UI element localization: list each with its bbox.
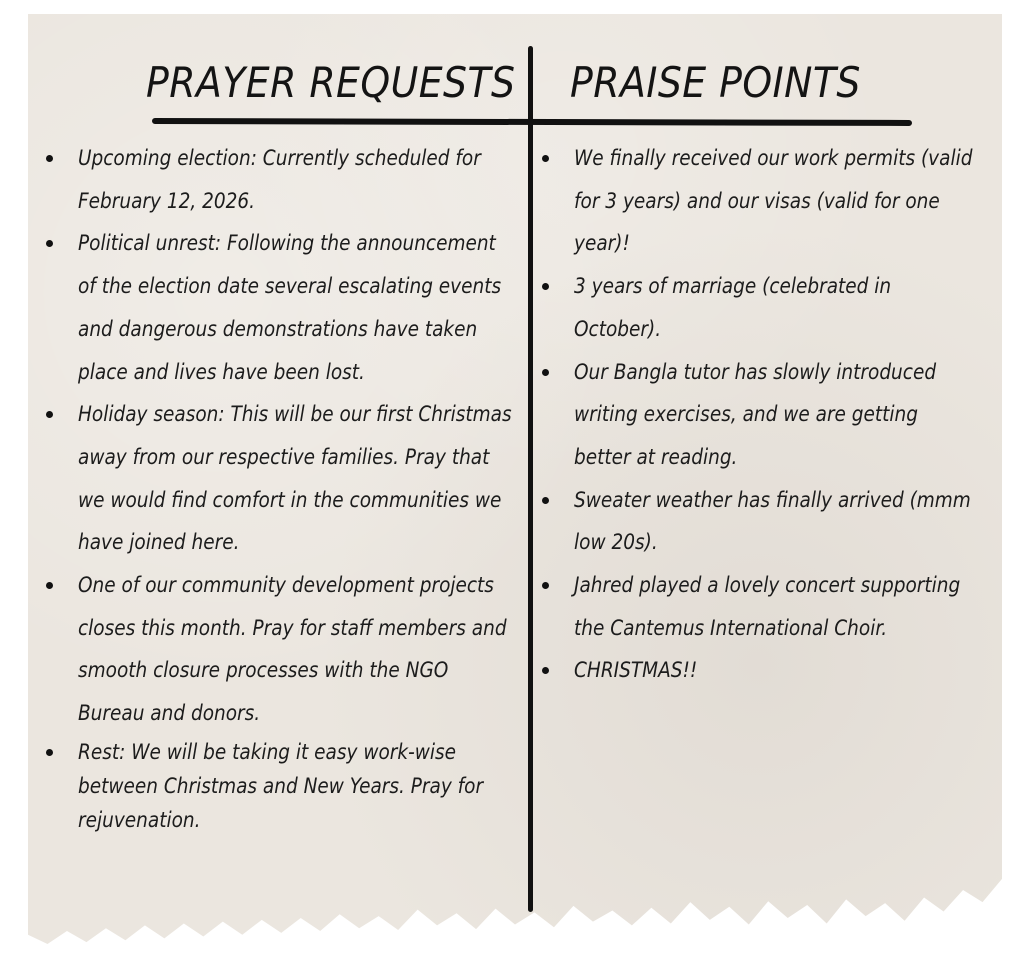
- list-item-text: CHRISTMAS!!: [574, 658, 698, 684]
- list-item-text: Rest: We will be taking it easy work-wise between Christmas and New Years. Pray for rejuvenation.: [78, 739, 484, 833]
- list-item-text: Sweater weather has finally arrived (mmm low 20s).: [574, 487, 971, 556]
- list-item: [40, 223, 520, 394]
- list-item: [536, 480, 976, 565]
- list-item: [40, 138, 520, 223]
- list-item-text: Upcoming election: Currently scheduled for February 12, 2026.: [78, 146, 481, 214]
- list-item-text: We finally received our work permits (valid for 3 years) and our visas (valid for one year)!: [574, 146, 973, 257]
- list-item: [536, 138, 976, 266]
- bullet-icon: [542, 497, 549, 504]
- bullet-icon: [46, 240, 53, 247]
- bullet-icon: [542, 667, 549, 674]
- list-item: [40, 565, 520, 736]
- praise-points-heading: PRAISE POINTS: [570, 58, 861, 107]
- list-item-text: 3 years of marriage (celebrated in October).: [574, 274, 892, 342]
- bullet-icon: [46, 582, 53, 589]
- prayer-requests-list: [40, 138, 520, 838]
- list-item: [536, 650, 976, 693]
- bullet-icon: [542, 582, 549, 589]
- list-item-text: Our Bangla tutor has slowly introduced writing exercises, and we are getting better at reading.: [574, 359, 937, 470]
- bullet-icon: [46, 749, 53, 756]
- list-item-text: Jahred played a lovely concert supporting the Cantemus International Choir.: [574, 573, 961, 641]
- bullet-icon: [46, 411, 53, 418]
- list-item-text: One of our community development projects closes this month. Pray for staff members and smooth closure processes with the NGO Bureau and donors.: [78, 573, 507, 727]
- list-item: [536, 266, 976, 351]
- bullet-icon: [542, 369, 549, 376]
- list-item: [536, 565, 976, 650]
- list-item: [40, 394, 520, 565]
- bullet-icon: [542, 155, 549, 162]
- list-item-text: Holiday season: This will be our first Christmas away from our respective families. Pray that we would find comfort in the communities we have joined here.: [78, 402, 512, 556]
- list-item-text: Political unrest: Following the announcement of the election date several escalating events and dangerous demonstrations have taken place and lives have been lost.: [78, 231, 502, 385]
- bullet-icon: [542, 283, 549, 290]
- bullet-icon: [46, 155, 53, 162]
- prayer-requests-heading: PRAYER REQUESTS: [146, 58, 516, 107]
- list-item: [536, 352, 976, 480]
- praise-points-list: [536, 138, 976, 693]
- list-item: [40, 736, 520, 838]
